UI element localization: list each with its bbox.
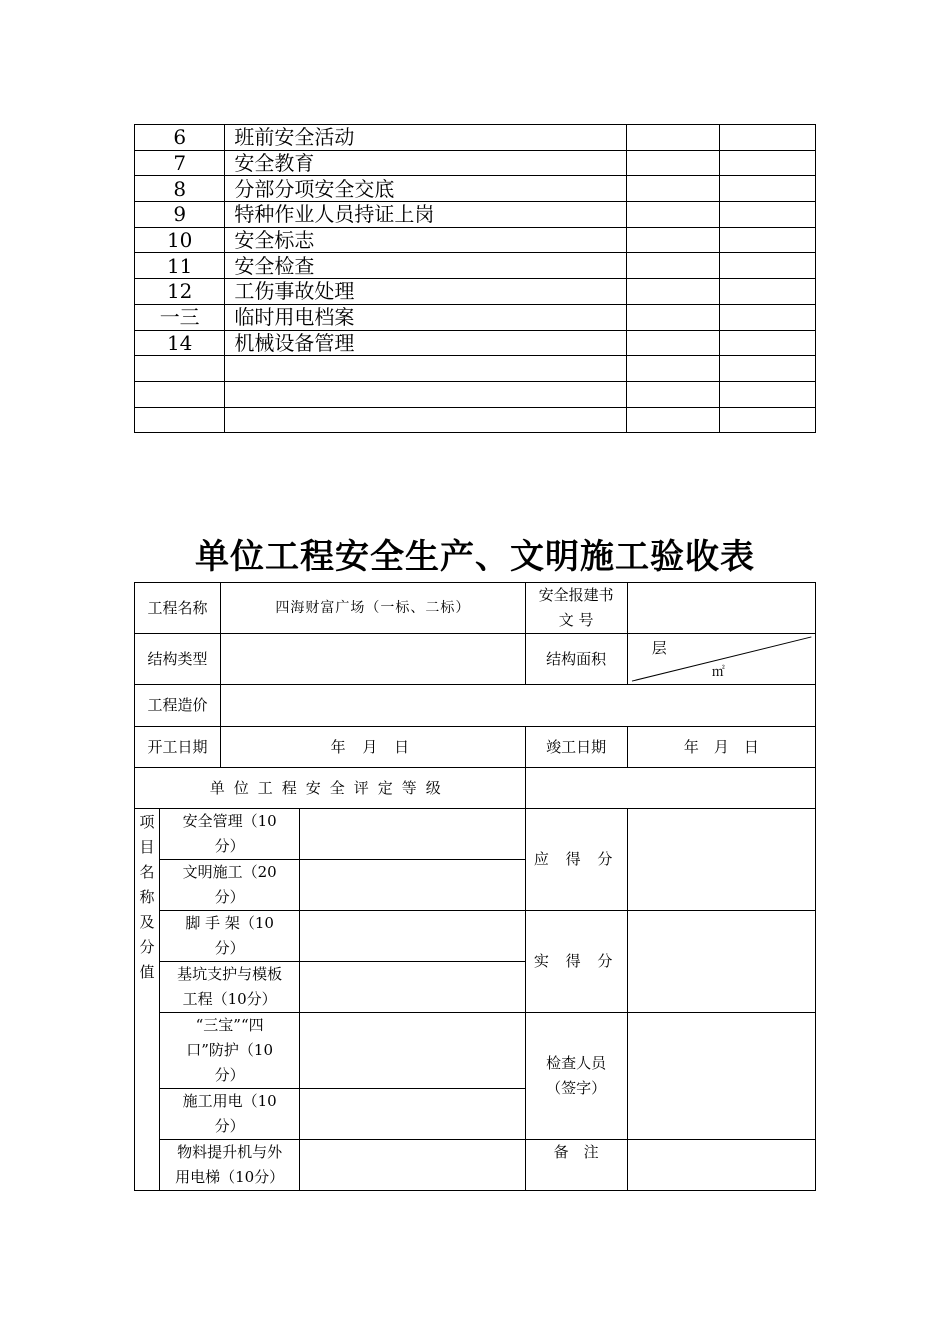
list-row	[135, 202, 816, 228]
list-row	[135, 381, 816, 407]
list-row-cell	[626, 407, 719, 433]
structure-area-value	[627, 634, 815, 685]
item-label-scaffold: 脚 手 架（10 分）	[160, 911, 300, 962]
list-row-number	[135, 381, 225, 407]
list-row	[135, 304, 816, 330]
actual-score-value	[627, 911, 815, 1013]
list-row-cell	[719, 125, 815, 151]
list-row-cell	[719, 407, 815, 433]
item-side-label: 项 目 名 称 及 分 值	[135, 809, 160, 1191]
list-row-number: 12	[135, 279, 225, 305]
item-score-cell	[300, 860, 525, 911]
cost-label: 工程造价	[135, 685, 221, 727]
item-row	[135, 911, 816, 962]
item-score-cell	[300, 962, 525, 1013]
end-date-value: 年 月 日	[627, 727, 815, 768]
inspector-signature	[627, 1013, 815, 1140]
list-row-number	[135, 356, 225, 382]
structure-area-label: 结构面积	[525, 634, 627, 685]
acceptance-form-table	[134, 582, 816, 1191]
item-score-cell	[300, 1140, 525, 1191]
area-sqm-unit: ㎡	[711, 665, 725, 680]
list-row-cell	[626, 356, 719, 382]
cost-value	[221, 685, 816, 727]
permit-label: 安全报建书 文 号	[525, 583, 627, 634]
list-row	[135, 125, 816, 151]
list-row-number: 7	[135, 150, 225, 176]
list-row	[135, 356, 816, 382]
list-row-cell	[719, 304, 815, 330]
list-row-cell	[626, 330, 719, 356]
structure-row	[135, 634, 816, 685]
list-row-item: 班前安全活动	[225, 125, 626, 151]
item-label-safety-management: 安全管理（10 分）	[160, 809, 300, 860]
item-label-protection: “三宝”“四 口”防护（10 分）	[160, 1013, 300, 1089]
list-row-cell	[626, 279, 719, 305]
item-row	[135, 1140, 816, 1191]
list-row-cell	[626, 381, 719, 407]
item-label-hoist: 物料提升机与外 用电梯（10分）	[160, 1140, 300, 1191]
list-row-number: 9	[135, 202, 225, 228]
list-row-number: 11	[135, 253, 225, 279]
list-row	[135, 279, 816, 305]
list-row-cell	[719, 176, 815, 202]
item-score-cell	[300, 1089, 525, 1140]
project-name-row	[135, 583, 816, 634]
actual-score-label: 实 得 分	[525, 911, 627, 1013]
start-date-value: 年 月 日	[221, 727, 525, 768]
list-row-item: 机械设备管理	[225, 330, 626, 356]
form-title: 单位工程安全生产、文明施工验收表	[195, 537, 755, 577]
list-row	[135, 176, 816, 202]
end-date-label: 竣工日期	[525, 727, 627, 768]
list-row-cell	[626, 304, 719, 330]
start-date-label: 开工日期	[135, 727, 221, 768]
list-row-cell	[719, 227, 815, 253]
permit-number-value	[627, 583, 815, 634]
list-row-cell	[626, 227, 719, 253]
list-row-number: 8	[135, 176, 225, 202]
list-row-number: 6	[135, 125, 225, 151]
list-row	[135, 330, 816, 356]
item-row	[135, 809, 816, 860]
item-row	[135, 1013, 816, 1089]
item-label-electricity: 施工用电（10 分）	[160, 1089, 300, 1140]
rating-value	[525, 768, 815, 809]
project-name-value: 四海财富广场（一标、二标）	[221, 583, 525, 634]
list-row-cell	[719, 202, 815, 228]
list-row-cell	[719, 381, 815, 407]
structure-type-value	[221, 634, 525, 685]
rating-row	[135, 768, 816, 809]
list-row-number: 一三	[135, 304, 225, 330]
item-score-cell	[300, 911, 525, 962]
inspector-label: 检查人员 （签字）	[525, 1013, 627, 1140]
list-row-cell	[626, 125, 719, 151]
date-row	[135, 727, 816, 768]
list-row-number	[135, 407, 225, 433]
list-row-item	[225, 356, 626, 382]
list-row-cell	[626, 253, 719, 279]
due-score-value	[627, 809, 815, 911]
item-label-civilized-construction: 文明施工（20 分）	[160, 860, 300, 911]
list-row-cell	[626, 150, 719, 176]
due-score-label: 应 得 分	[525, 809, 627, 911]
list-row-cell	[719, 356, 815, 382]
list-row-item: 特种作业人员持证上岗	[225, 202, 626, 228]
list-row-cell	[719, 253, 815, 279]
list-row-number: 14	[135, 330, 225, 356]
list-row-number: 10	[135, 227, 225, 253]
list-row-cell	[626, 202, 719, 228]
list-row-cell	[626, 176, 719, 202]
safety-items-table	[134, 124, 816, 433]
list-row	[135, 150, 816, 176]
list-row-cell	[719, 279, 815, 305]
rating-label: 单位工程安全评定等级	[135, 768, 526, 809]
cost-row	[135, 685, 816, 727]
structure-type-label: 结构类型	[135, 634, 221, 685]
list-row-item: 临时用电档案	[225, 304, 626, 330]
list-row	[135, 253, 816, 279]
list-row	[135, 407, 816, 433]
remark-label: 备 注	[525, 1140, 627, 1191]
list-row-item: 安全检查	[225, 253, 626, 279]
list-row-cell	[719, 330, 815, 356]
list-row-item: 工伤事故处理	[225, 279, 626, 305]
list-row-item: 分部分项安全交底	[225, 176, 626, 202]
list-row-item	[225, 407, 626, 433]
item-score-cell	[300, 1013, 525, 1089]
list-row-item: 安全教育	[225, 150, 626, 176]
item-label-excavation: 基坑支护与模板 工程（10分）	[160, 962, 300, 1013]
remark-value	[627, 1140, 815, 1191]
area-floor-unit: 层	[651, 639, 667, 657]
list-row-item: 安全标志	[225, 227, 626, 253]
list-row	[135, 227, 816, 253]
list-row-item	[225, 381, 626, 407]
project-name-label: 工程名称	[135, 583, 221, 634]
list-row-cell	[719, 150, 815, 176]
item-score-cell	[300, 809, 525, 860]
